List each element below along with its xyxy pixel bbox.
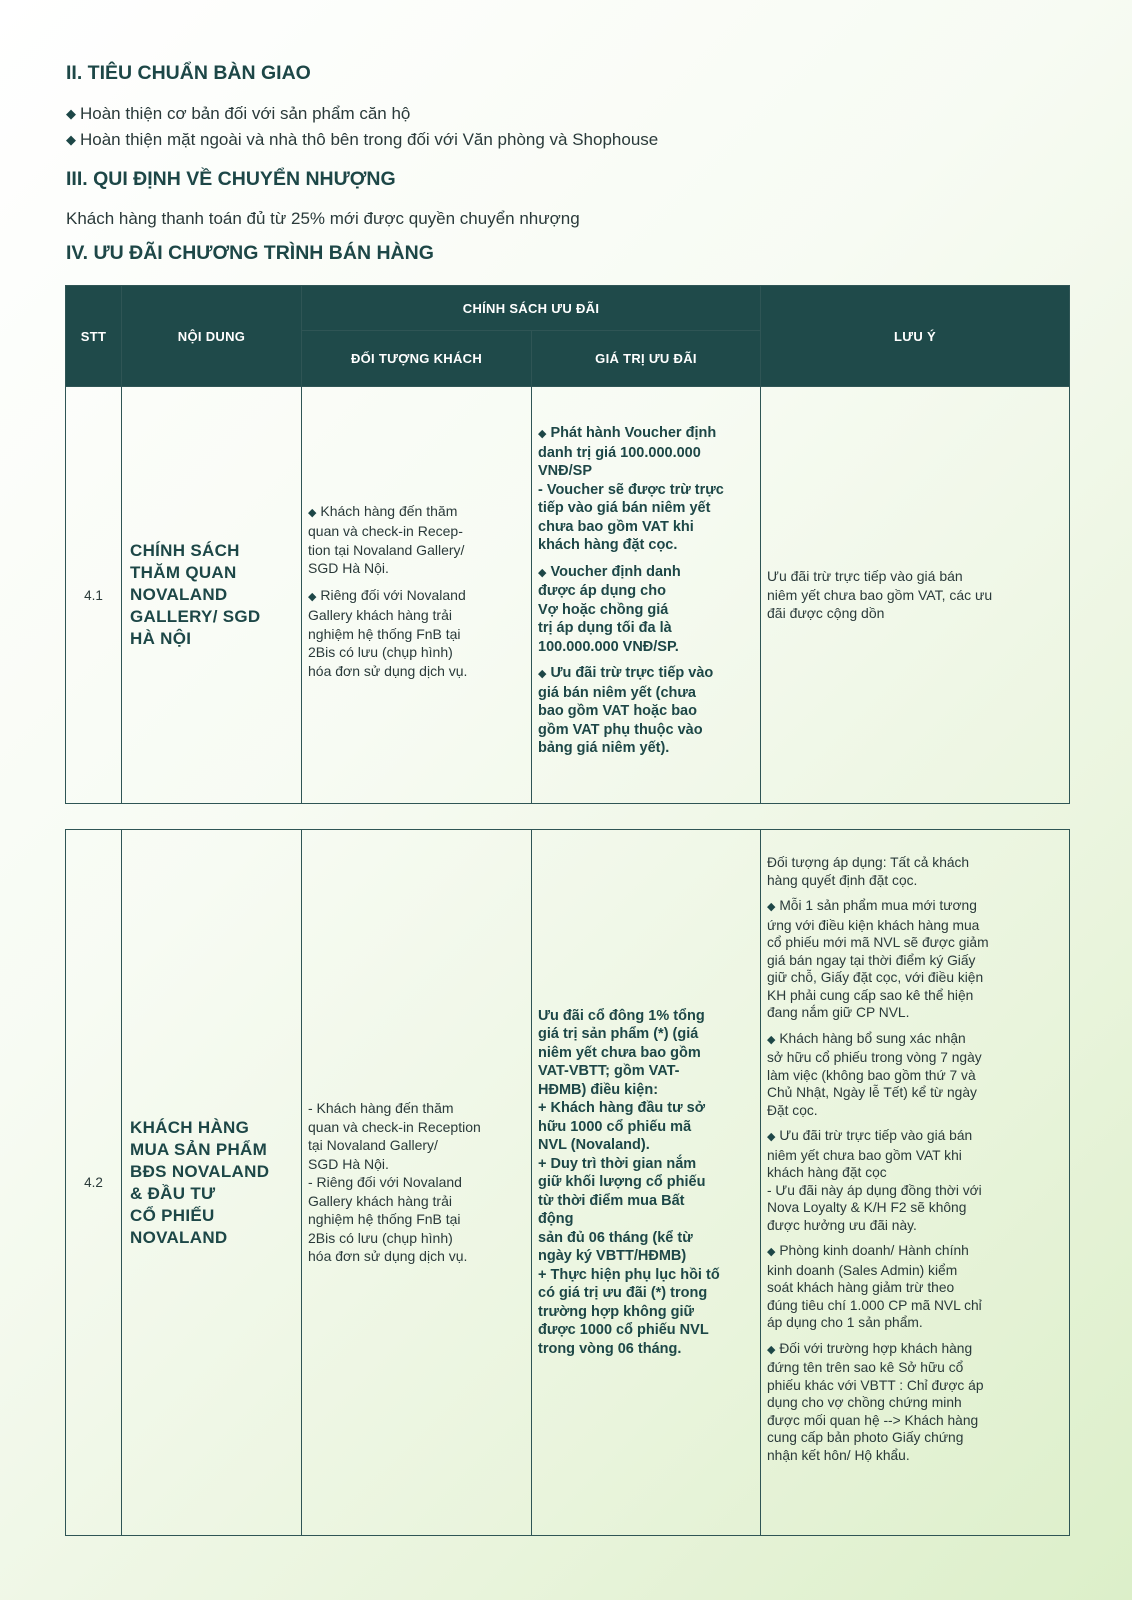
text-line: KH phải cung cấp sao kê thể hiện [767, 987, 974, 1003]
row-stt: 4.2 [66, 830, 122, 1536]
text-line: Ưu đãi cổ đông 1% tổng [538, 1007, 705, 1024]
text-line: nghiệm hệ thống FnB tại [308, 1211, 461, 1228]
text-line: Vợ hoặc chồng giá [538, 601, 669, 618]
title-line: THĂM QUAN [130, 563, 237, 582]
text-line: Đối với trường hợp khách hàng [779, 1340, 973, 1356]
row-customer [302, 830, 532, 1536]
text-line: Đặt cọc. [767, 1102, 818, 1118]
diamond-icon: ◆ [538, 668, 547, 681]
text-line: Gallery khách hàng trải [308, 607, 452, 624]
header-customer: ĐỐI TƯỢNG KHÁCH [302, 331, 532, 387]
text-line: động [538, 1211, 574, 1228]
title-line: KHÁCH HÀNG [130, 1117, 250, 1137]
text-line: + Khách hàng đầu tư sở [538, 1100, 706, 1117]
text-line: quan và check-in Recep- [308, 523, 463, 540]
title-line: & ĐẦU TƯ [130, 1183, 216, 1203]
text-line: SGD Hà Nội. [308, 1155, 389, 1172]
text-line: Mỗi 1 sản phẩm mua mới tương [779, 898, 977, 913]
diamond-icon: ◆ [538, 428, 547, 441]
text-line: được 1000 cổ phiếu NVL [538, 1322, 709, 1339]
text-line: hóa đơn sử dụng dịch vụ. [308, 1248, 468, 1265]
table-row [66, 830, 1070, 1536]
diamond-icon: ◆ [66, 106, 76, 121]
text-line: - Voucher sẽ được trừ trực [538, 481, 724, 498]
bullet-text: Hoàn thiện cơ bản đối với sản phẩm căn hộ [80, 104, 411, 123]
diamond-icon: ◆ [66, 132, 76, 147]
title-line: NOVALAND [130, 1227, 228, 1247]
text-line: + Duy trì thời gian nắm [538, 1155, 697, 1172]
text-line: kinh doanh (Sales Admin) kiểm [767, 1262, 958, 1278]
header-value: GIÁ TRỊ ƯU ĐÃI [532, 331, 761, 387]
customer-block [308, 586, 525, 681]
note-block [767, 1340, 1063, 1465]
text-line: đãi được cộng dồn [767, 605, 885, 622]
row-value [532, 387, 761, 804]
title-line: CỔ PHIẾU [130, 1205, 215, 1225]
promo-table-continued [65, 829, 1070, 1536]
text-line: - Khách hàng đến thăm [308, 1100, 454, 1117]
customer-block [308, 502, 525, 578]
header-note: LƯU Ý [761, 286, 1070, 387]
bullet-text: Hoàn thiện mặt ngoài và nhà thô bên trong đối với Văn phòng và Shophouse [80, 130, 659, 149]
table-row [66, 387, 1070, 804]
text-line: Phát hành Voucher định [550, 425, 717, 442]
row-note [761, 387, 1070, 804]
row-value [532, 830, 761, 1536]
value-block [538, 424, 754, 555]
text-line: VAT-VBTT; gồm VAT- [538, 1063, 680, 1080]
row-title [122, 830, 302, 1536]
text-line: Nova Loyalty & K/H F2 sẽ không [767, 1200, 967, 1215]
diamond-icon: ◆ [767, 901, 776, 913]
text-line: niêm yết chưa bao gồm VAT khi [767, 1147, 962, 1163]
text-line: sản đủ 06 tháng (kể từ [538, 1229, 693, 1246]
text-line: đứng tên trên sao kê Sở hữu cổ [767, 1360, 964, 1375]
text-line: 2Bis có lưu (chụp hình) [308, 644, 453, 661]
title-line: MUA SẢN PHẨM [130, 1139, 268, 1159]
note-block [767, 897, 1063, 1022]
text-line: Riêng đối với Novaland [320, 586, 466, 603]
text-line: có giá trị ưu đãi (*) trong [538, 1285, 708, 1302]
text-line: niêm yết chưa bao gồm [538, 1044, 701, 1061]
text-line: nhận kết hôn/ Hộ khẩu. [767, 1447, 910, 1463]
text-line: hữu 1000 cổ phiếu mã [538, 1118, 692, 1135]
text-line: giá bán ngay tại thời điểm ký Giấy [767, 952, 976, 968]
text-line: bảng giá niêm yết). [538, 740, 670, 757]
text-line: - Ưu đãi này áp dụng đồng thời với [767, 1182, 982, 1198]
text-line: gồm VAT phụ thuộc vào [538, 721, 703, 738]
note-block [767, 1242, 1063, 1332]
header-content: NỘI DUNG [122, 286, 302, 387]
section-3-text: Khách hàng thanh toán đủ từ 25% mới được quyền chuyển nhượng [66, 209, 580, 228]
row-customer [302, 387, 532, 804]
note-block [767, 1030, 1063, 1120]
text-line: 100.000.000 VNĐ/SP. [538, 638, 679, 655]
text-line: được mối quan hệ --> Khách hàng [767, 1412, 979, 1428]
text-line: quan và check-in Reception [308, 1118, 481, 1135]
text-line: từ thời điểm mua Bất [538, 1192, 685, 1209]
text-line: khách hàng đặt cọc [767, 1165, 887, 1180]
text-line: làm việc (không bao gồm thứ 7 và [767, 1067, 976, 1083]
text-line: trường hợp không giữ [538, 1303, 694, 1320]
text-line: tion tại Novaland Gallery/ [308, 541, 465, 558]
section-2-title: II. TIÊU CHUẨN BÀN GIAO [66, 62, 311, 84]
text-line: nghiệm hệ thống FnB tại [308, 625, 461, 642]
text-line: khách hàng đặt cọc. [538, 537, 678, 554]
text-line: sở hữu cổ phiếu trong vòng 7 ngày [767, 1050, 982, 1065]
text-line: Chủ Nhật, Ngày lễ Tết) kể từ ngày [767, 1085, 977, 1100]
text-line: VNĐ/SP [538, 463, 592, 480]
text-line: Ưu đãi trừ trực tiếp vào giá bán [767, 568, 963, 585]
diamond-icon: ◆ [767, 1246, 776, 1258]
text-line: Gallery khách hàng trải [308, 1192, 452, 1209]
text-line: áp dụng cho 1 sản phẩm. [767, 1315, 923, 1330]
header-policy: CHÍNH SÁCH ƯU ĐÃI [302, 286, 761, 331]
section-3-title: III. QUI ĐỊNH VỀ CHUYỂN NHƯỢNG [66, 168, 396, 190]
row-note [761, 830, 1070, 1536]
text-line: SGD Hà Nội. [308, 560, 389, 577]
text-line: Khách hàng đến thăm [320, 502, 458, 519]
text-line: Ưu đãi trừ trực tiếp vào [550, 665, 714, 682]
text-line: soát khách hàng giảm trừ theo [767, 1280, 955, 1295]
text-line: chưa bao gồm VAT khi [538, 518, 694, 535]
row-title [122, 387, 302, 804]
title-line: CHÍNH SÁCH [130, 541, 240, 560]
text-line: bao gồm VAT hoặc bao [538, 703, 697, 720]
text-line: giá bán niêm yết (chưa [538, 684, 696, 701]
text-line: giá trị sản phẩm (*) (giá [538, 1026, 699, 1043]
note-block [767, 1127, 1063, 1234]
text-line: trị áp dụng tối đa là [538, 620, 672, 637]
title-line: NOVALAND [130, 585, 228, 604]
diamond-icon: ◆ [308, 506, 317, 519]
text-line: giữ khối lượng cổ phiếu [538, 1174, 706, 1191]
text-line: danh trị giá 100.000.000 [538, 444, 701, 461]
text-line: được áp dụng cho [538, 583, 666, 600]
promo-table [65, 285, 1070, 804]
diamond-icon: ◆ [767, 1131, 776, 1143]
section-4-title: IV. ƯU ĐÃI CHƯƠNG TRÌNH BÁN HÀNG [66, 242, 434, 264]
text-line: hóa đơn sử dụng dịch vụ. [308, 662, 468, 679]
text-line: đúng tiêu chí 1.000 CP mã NVL chỉ [767, 1297, 982, 1313]
text-line: trong vòng 06 tháng. [538, 1340, 682, 1357]
text-line: giữ chỗ, Giấy đặt cọc, với điều kiện [767, 970, 984, 985]
bullet-item [66, 130, 658, 150]
row-stt: 4.1 [66, 387, 122, 804]
value-block [538, 563, 754, 657]
text-line: niêm yết chưa bao gồm VAT, các ưu [767, 586, 993, 603]
text-line: Ưu đãi trừ trực tiếp vào giá bán [779, 1128, 973, 1143]
title-line: HÀ NỘI [130, 629, 192, 648]
text-line: Khách hàng bổ sung xác nhận [779, 1030, 966, 1046]
bullet-item [66, 104, 410, 124]
note-intro [767, 854, 1063, 889]
diamond-icon: ◆ [767, 1033, 776, 1046]
text-line: phiếu khác với VBTT : Chỉ được áp [767, 1377, 984, 1393]
text-line: ngày ký VBTT/HĐMB) [538, 1248, 687, 1265]
text-line: ứng với điều kiện khách hàng mua [767, 917, 980, 933]
text-line: HĐMB) điều kiện: [538, 1081, 659, 1098]
diamond-icon: ◆ [538, 566, 547, 579]
text-line: đang nắm giữ CP NVL. [767, 1005, 910, 1020]
text-line: NVL (Novaland). [538, 1137, 650, 1154]
text-line: tại Novaland Gallery/ [308, 1137, 438, 1154]
diamond-icon: ◆ [308, 590, 317, 603]
title-line: GALLERY/ SGD [130, 607, 261, 626]
text-line: Phòng kinh doanh/ Hành chính [779, 1243, 969, 1258]
text-line: cung cấp bản photo Giấy chứng [767, 1430, 964, 1445]
header-stt: STT [66, 286, 122, 387]
text-line: cổ phiếu mới mã NVL sẽ được giảm [767, 935, 989, 950]
text-line: hàng quyết định đặt cọc. [767, 872, 918, 888]
text-line: 2Bis có lưu (chụp hình) [308, 1229, 453, 1246]
diamond-icon: ◆ [767, 1343, 776, 1356]
value-block [538, 664, 754, 758]
text-line: tiếp vào giá bán niêm yết [538, 500, 711, 517]
text-line: dụng cho vợ chồng chứng minh [767, 1395, 962, 1410]
text-line: - Riêng đối với Novaland [308, 1174, 462, 1191]
text-line: Đối tượng áp dụng: Tất cả khách [767, 855, 970, 870]
text-line: được hưởng ưu đãi này. [767, 1217, 917, 1233]
text-line: + Thực hiện phụ lục hồi tố [538, 1266, 720, 1283]
text-line: Voucher định danh [550, 563, 681, 580]
title-line: BĐS NOVALAND [130, 1161, 270, 1181]
